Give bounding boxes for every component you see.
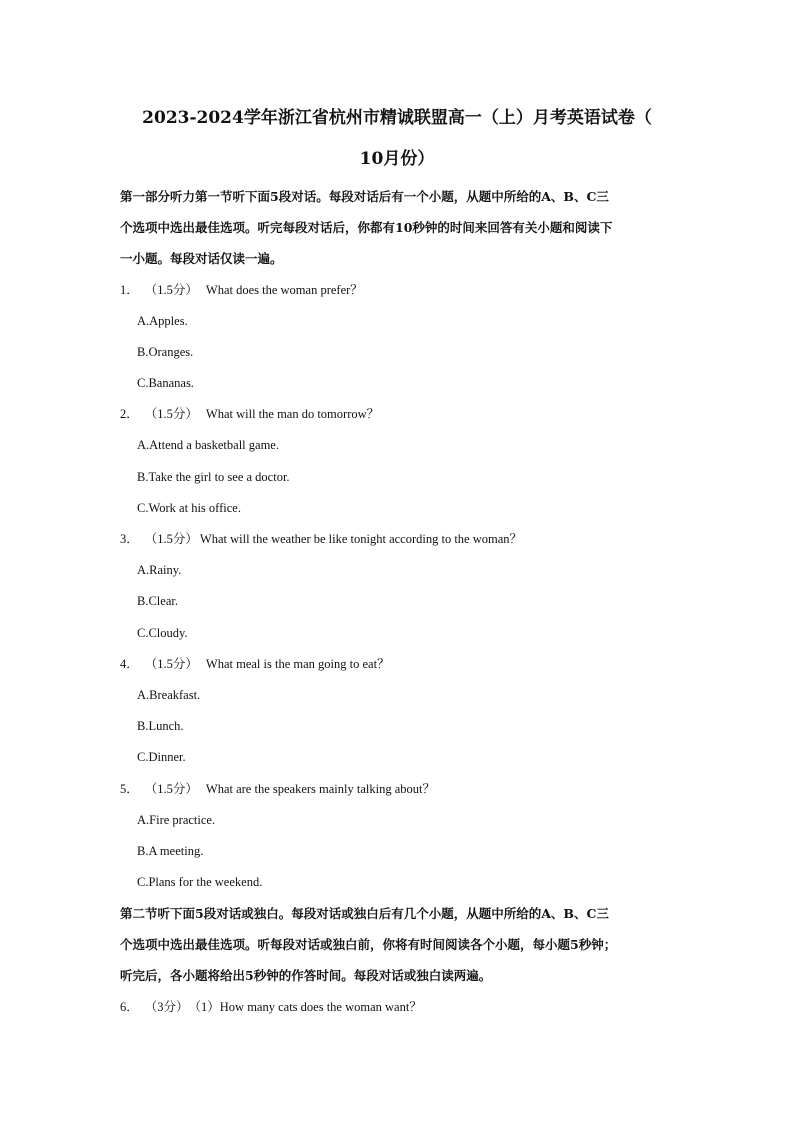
option-b: B.Oranges. [137, 345, 194, 359]
instruction-line: 听完后，各小题将给出5秒钟的作答时间。每段对话或独白读两遍。 [120, 968, 492, 983]
option-a: A.Fire practice. [137, 813, 216, 827]
question-4 [120, 656, 390, 672]
instruction-line: 第二节听下面5段对话或独白。每段对话或独白后有几个小题，从题中所给的A、B、C三 [120, 906, 609, 921]
section-2-instructions [120, 898, 680, 991]
option-c: C.Work at his office. [137, 501, 241, 515]
question-text: （1）How many cats does the woman want？ [188, 1000, 422, 1014]
option-b: B.A meeting. [137, 844, 204, 858]
option-c: C.Plans for the weekend. [137, 875, 263, 889]
option-a: A.Breakfast. [137, 688, 201, 702]
option-b: B.Take the girl to see a doctor. [137, 470, 290, 484]
question-points: （1.5分） [144, 657, 198, 671]
question-text: What will the weather be like tonight according to the woman？ [199, 532, 523, 546]
question-text: What are the speakers mainly talking about？ [205, 782, 435, 796]
question-points: （1.5分） [144, 407, 198, 421]
option-a: A.Apples. [137, 314, 188, 328]
question-number: 4． [120, 657, 139, 671]
instruction-line: 第一部分听力第一节听下面5段对话。每段对话后有一个小题，从题中所给的A、B、C三 [120, 189, 609, 204]
instruction-line: 个选项中选出最佳选项。听每段对话或独白前，你将有时间阅读各个小题，每小题5秒钟； [120, 937, 617, 952]
question-text: What does the woman prefer？ [205, 283, 363, 297]
question-3 [120, 531, 522, 547]
instruction-line: 个选项中选出最佳选项。听完每段对话后，你都有10秒钟的时间来回答有关小题和阅读下 [120, 220, 613, 235]
question-text: What will the man do tomorrow？ [205, 407, 380, 421]
question-number: 1． [120, 283, 139, 297]
question-2 [120, 406, 379, 422]
question-number: 6． [120, 1000, 139, 1014]
page-title: 2023-2024学年浙江省杭州市精诚联盟高一（上）月考英语试卷（ [142, 108, 652, 128]
option-c: C.Bananas. [137, 376, 194, 390]
option-b: B.Lunch. [137, 719, 184, 733]
question-number: 5． [120, 782, 139, 796]
question-5 [120, 781, 435, 797]
option-b: B.Clear. [137, 594, 178, 608]
question-points: （1.5分） [144, 782, 198, 796]
option-a: A.Rainy. [137, 563, 182, 577]
option-c: C.Dinner. [137, 750, 186, 764]
question-points: （1.5分） [144, 532, 198, 546]
page-title-continued: 10月份） [359, 149, 435, 169]
question-points: （1.5分） [144, 283, 198, 297]
question-text: What meal is the man going to eat？ [205, 657, 390, 671]
question-number: 3． [120, 532, 139, 546]
instruction-line: 一小题。每段对话仅读一遍。 [120, 251, 283, 266]
question-number: 2． [120, 407, 139, 421]
section-1-instructions [120, 181, 680, 274]
question-points: （3分） [144, 1000, 189, 1014]
question-6 [120, 999, 422, 1015]
option-c: C.Cloudy. [137, 626, 188, 640]
question-1 [120, 282, 363, 298]
option-a: A.Attend a basketball game. [137, 438, 279, 452]
